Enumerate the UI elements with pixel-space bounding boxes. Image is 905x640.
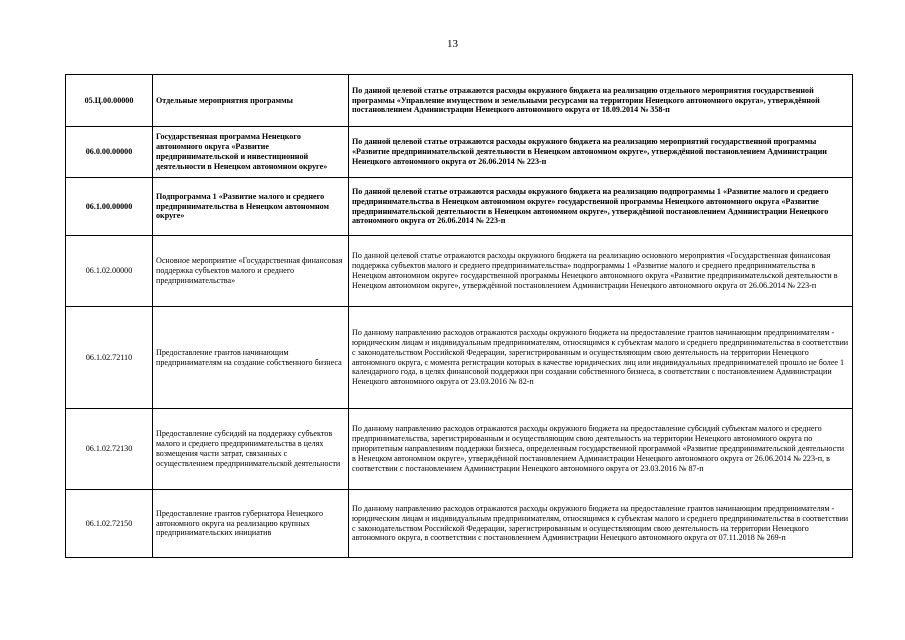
table-row: [66, 178, 853, 236]
row-name: Предоставление субсидий на поддержку субъектов малого и среднего предпринимательства в целях возмещения части затрат, связанных с осуществлением предпринимательской деятельности: [153, 409, 349, 490]
row-description: По данной целевой статье отражаются расходы окружного бюджета на реализацию мероприятий государственной программы «Развитие предпринимательской деятельности в Ненецком автономном округе», утверждённой постановлением Администрации Ненецкого автономного округа от 26.06.2014 № 223-п: [349, 127, 853, 178]
row-name: Отдельные мероприятия программы: [153, 75, 349, 127]
row-description: По данному направлению расходов отражаются расходы окружного бюджета на предоставление грантов начинающим предпринимателям - юридическим лицам и индивидуальным предпринимателям, относящимся к субъектам малого и среднего предпринимательства в соответствии с законодательством Российской Федерации, зарегистрированным и осуществляющим свою деятельность на территории Ненецкого автономного округа, в соответствии с постановлением Администрации Ненецкого автономного округа от 07.11.2018 № 269-п: [349, 490, 853, 558]
row-code: 05.Ц.00.00000: [66, 75, 153, 127]
row-description: По данному направлению расходов отражаются расходы окружного бюджета на предоставление субсидий субъектам малого и среднего предпринимательства, зарегистрированным и осуществляющим свою деятельность на территории Ненецкого автономного округа по приоритетным направлениям поддержки бизнеса, определенным государственной программой «Развитие предпринимательской деятельности в Ненецком автономном округе», утверждённой постановлением Администрации Ненецкого автономного округа от 26.06.2014 № 223-п, в соответствии с постановлением Администрации Ненецкого автономного округа от 23.03.2016 № 87-п: [349, 409, 853, 490]
row-code: 06.1.02.00000: [66, 236, 153, 307]
row-name: Подпрограмма 1 «Развитие малого и среднего предпринимательства в Ненецком автономном округе»: [153, 178, 349, 236]
budget-classification-table: [65, 74, 853, 558]
row-description: По данному направлению расходов отражаются расходы окружного бюджета на предоставление грантов начинающим предпринимателям - юридическим лицам и индивидуальным предпринимателям, относящимся к субъектам малого и среднего предпринимательства в соответствии с законодательством Российской Федерации, зарегистрированным и осуществляющим свою деятельность на территории Ненецкого автономного округа, с момента регистрации которых в качестве юридических лиц или индивидуальных предпринимателей прошло не более 1 календарного года, в целях финансовой поддержки при создании собственного бизнеса, в соответствии с постановлением Администрации Ненецкого автономного округа от 23.03.2016 № 82-п: [349, 307, 853, 409]
table-row: [66, 490, 853, 558]
table-row: [66, 75, 853, 127]
row-code: 06.1.02.72150: [66, 490, 153, 558]
row-name: Основное мероприятие «Государственная финансовая поддержка субъектов малого и среднего предпринимательства»: [153, 236, 349, 307]
table-row: [66, 409, 853, 490]
row-name: Предоставление грантов губернатора Ненецкого автономного округа на реализацию крупных предпринимательских инициатив: [153, 490, 349, 558]
row-name: Государственная программа Ненецкого автономного округа «Развитие предпринимательской и инвестиционной деятельности в Ненецком автономном округе»: [153, 127, 349, 178]
row-description: По данной целевой статье отражаются расходы окружного бюджета на реализацию отдельного мероприятия государственной программы «Управление имуществом и земельными ресурсами на территории Ненецкого автономного округа», утверждённой постановлением Администрации Ненецкого автономного округа от 18.09.2014 № 358-п: [349, 75, 853, 127]
row-code: 06.1.00.00000: [66, 178, 153, 236]
row-description: По данной целевой статье отражаются расходы окружного бюджета на реализацию подпрограммы 1 «Развитие малого и среднего предпринимательства в Ненецком автономном округе» государственной программы Ненецкого автономного округа «Развитие предпринимательской деятельности в Ненецком автономном округе», утверждённой постановлением Администрации Ненецкого автономного округа от 26.06.2014 № 223-п: [349, 178, 853, 236]
table-row: [66, 127, 853, 178]
table-row: [66, 307, 853, 409]
row-code: 06.1.02.72130: [66, 409, 153, 490]
row-code: 06.0.00.00000: [66, 127, 153, 178]
row-code: 06.1.02.72110: [66, 307, 153, 409]
row-description: По данной целевой статье отражаются расходы окружного бюджета на реализацию основного мероприятия «Государственная финансовая поддержка субъектов малого и среднего предпринимательства» подпрограммы 1 «Развитие малого и среднего предпринимательства в Ненецком автономном округе» государственной программы Ненецкого автономного округа «Развитие предпринимательской деятельности в Ненецком автономном округе», утверждённой постановлением Администрации Ненецкого автономного округа от 26.06.2014 № 223-п: [349, 236, 853, 307]
page-number: 13: [447, 38, 458, 50]
row-name: Предоставление грантов начинающим предпринимателям на создание собственного бизнеса: [153, 307, 349, 409]
table-row: [66, 236, 853, 307]
